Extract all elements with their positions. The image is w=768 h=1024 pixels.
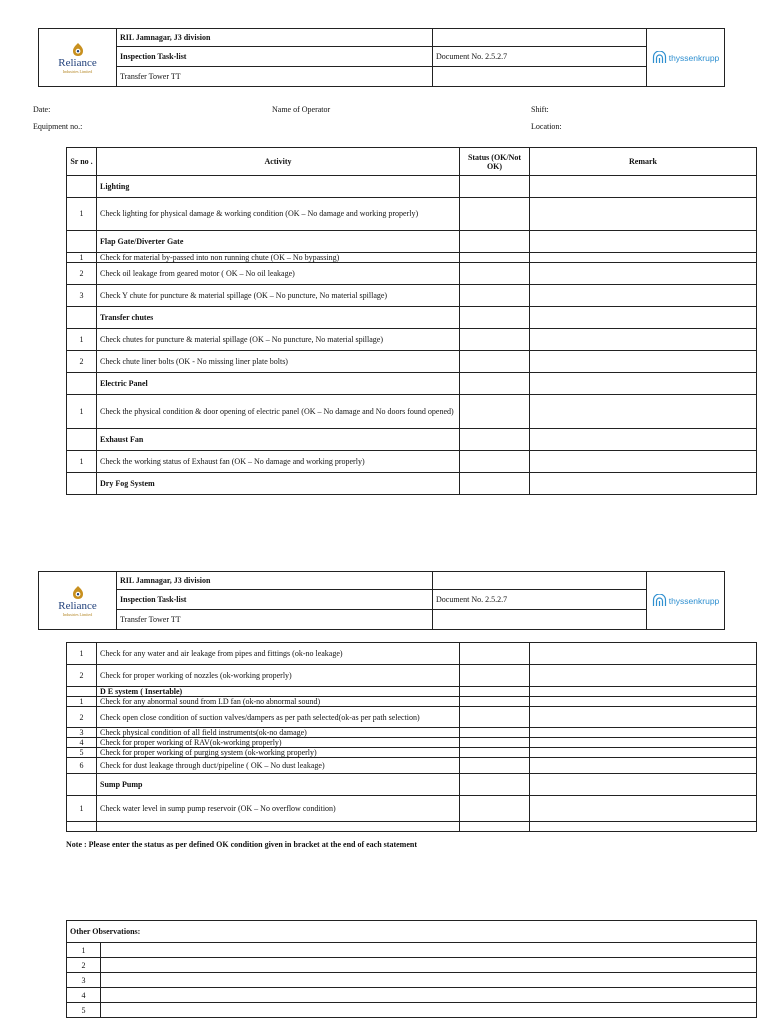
row-no [67,822,97,832]
location-field: Location: [531,122,562,131]
activity-text: Check lighting for physical damage & working condition (OK – No damage and working properly) [97,198,460,231]
row-no: 1 [67,329,97,351]
status-cell[interactable] [460,796,530,822]
observation-entry[interactable] [101,943,757,958]
status-cell[interactable] [460,451,530,473]
remark-cell[interactable] [530,373,757,395]
thyssenkrupp-arches-icon [652,594,667,608]
company-name: RIL Jamnagar, J3 division [117,29,433,47]
task-table-page1 [66,147,757,495]
row-no [67,373,97,395]
col-activity: Activity [97,148,460,176]
reliance-flame-icon [71,585,85,600]
reliance-logo: Reliance Industries Limited [39,29,117,87]
reliance-logo: Reliance Industries Limited [39,572,117,630]
task-table-page2 [66,642,757,832]
row-no: 2 [67,263,97,285]
remark-cell[interactable] [530,822,757,832]
activity-text: Check for material by-passed into non running chute (OK – No bypassing) [97,253,460,263]
section-heading: Exhaust Fan [97,429,460,451]
row-no [67,307,97,329]
remark-cell[interactable] [530,707,757,728]
row-no: 5 [67,748,97,758]
row-no [67,774,97,796]
instruction-note: Note : Please enter the status as per defined OK condition given in bracket at the end of each statement [66,840,417,849]
row-no: 1 [67,395,97,429]
row-no: 1 [67,796,97,822]
observation-number: 5 [67,1003,101,1018]
row-no: 6 [67,758,97,774]
activity-text: Check chutes for puncture & material spillage (OK – No puncture, No material spillage) [97,329,460,351]
status-cell[interactable] [460,351,530,373]
remark-cell[interactable] [530,473,757,495]
thyssenkrupp-logo: thyssenkrupp [647,29,725,87]
activity-text [97,822,460,832]
status-cell[interactable] [460,697,530,707]
section-heading: Lighting [97,176,460,198]
remark-cell[interactable] [530,748,757,758]
remark-cell[interactable] [530,774,757,796]
activity-text: Check for proper working of RAV(ok-working properly) [97,738,460,748]
thyssenkrupp-logo: thyssenkrupp [647,572,725,630]
status-cell[interactable] [460,738,530,748]
remark-cell[interactable] [530,665,757,687]
row-no [67,176,97,198]
remark-cell[interactable] [530,687,757,697]
document-number: Document No. 2.5.2.7 [433,47,647,67]
observation-number: 4 [67,988,101,1003]
company-name: RIL Jamnagar, J3 division [117,572,433,590]
shift-field: Shift: [531,105,549,114]
status-cell[interactable] [460,687,530,697]
remark-cell[interactable] [530,285,757,307]
activity-text: Check for any water and air leakage from pipes and fittings (ok-no leakage) [97,643,460,665]
remark-cell[interactable] [530,429,757,451]
remark-cell[interactable] [530,697,757,707]
activity-text: Check for dust leakage through duct/pipeline ( OK – No dust leakage) [97,758,460,774]
observations-title: Other Observations: [67,921,757,943]
col-remark: Remark [530,148,757,176]
status-cell[interactable] [460,758,530,774]
remark-cell[interactable] [530,451,757,473]
row-no: 3 [67,285,97,307]
status-cell[interactable] [460,373,530,395]
remark-cell[interactable] [530,796,757,822]
row-no: 2 [67,665,97,687]
row-no: 1 [67,697,97,707]
activity-text: Check chute liner bolts (OK - No missing liner plate bolts) [97,351,460,373]
row-no [67,231,97,253]
observations-table [66,920,757,1018]
remark-cell[interactable] [530,728,757,738]
status-cell[interactable] [460,429,530,451]
observation-entry[interactable] [101,973,757,988]
row-no: 1 [67,253,97,263]
document-number: Document No. 2.5.2.7 [433,590,647,610]
status-cell[interactable] [460,231,530,253]
status-cell[interactable] [460,665,530,687]
status-cell[interactable] [460,263,530,285]
activity-text: Check Y chute for puncture & material spillage (OK – No puncture, No material spillage) [97,285,460,307]
equipment-field: Equipment no.: [33,122,83,131]
row-no: 4 [67,738,97,748]
status-cell[interactable] [460,253,530,263]
row-no: 2 [67,707,97,728]
remark-cell[interactable] [530,643,757,665]
observation-entry[interactable] [101,958,757,973]
activity-text: Check the working status of Exhaust fan (OK – No damage and working properly) [97,451,460,473]
section-heading: Flap Gate/Diverter Gate [97,231,460,253]
task-list-title: Inspection Task-list [117,590,433,610]
status-cell[interactable] [460,643,530,665]
remark-cell[interactable] [530,329,757,351]
activity-text: Check water level in sump pump reservoir (OK – No overflow condition) [97,796,460,822]
activity-text: Check open close condition of suction valves/dampers as per path selected(ok-as per path selection) [97,707,460,728]
row-no [67,687,97,697]
observation-number: 2 [67,958,101,973]
col-srno: Sr no . [67,148,97,176]
activity-text: Check for proper working of purging system (ok-working properly) [97,748,460,758]
thyssenkrupp-arches-icon [652,51,667,65]
remark-cell[interactable] [530,198,757,231]
remark-cell[interactable] [530,758,757,774]
status-cell[interactable] [460,707,530,728]
remark-cell[interactable] [530,263,757,285]
activity-text: Check oil leakage from geared motor ( OK – No oil leakage) [97,263,460,285]
status-cell[interactable] [460,822,530,832]
col-status: Status (OK/Not OK) [460,148,530,176]
status-cell[interactable] [460,473,530,495]
section-heading: Transfer chutes [97,307,460,329]
section-heading: Electric Panel [97,373,460,395]
status-cell[interactable] [460,748,530,758]
row-no [67,429,97,451]
row-no: 1 [67,198,97,231]
section-heading: D E system ( Insertable) [97,687,460,697]
row-no: 3 [67,728,97,738]
remark-cell[interactable] [530,253,757,263]
observation-number: 1 [67,943,101,958]
activity-text: Check for proper working of nozzles (ok-working properly) [97,665,460,687]
operator-field: Name of Operator [272,105,331,114]
date-field: Date: [33,105,51,114]
status-cell[interactable] [460,307,530,329]
activity-text: Check the physical condition & door opening of electric panel (OK – No damage and No doors found opened) [97,395,460,429]
row-no: 1 [67,643,97,665]
row-no: 1 [67,451,97,473]
remark-cell[interactable] [530,351,757,373]
row-no [67,473,97,495]
plant-location: Transfer Tower TT [117,67,433,87]
status-cell[interactable] [460,176,530,198]
section-heading: Dry Fog System [97,473,460,495]
status-cell[interactable] [460,395,530,429]
status-cell[interactable] [460,329,530,351]
observation-entry[interactable] [101,1003,757,1018]
remark-cell[interactable] [530,176,757,198]
status-cell[interactable] [460,728,530,738]
observation-entry[interactable] [101,988,757,1003]
task-list-title: Inspection Task-list [117,47,433,67]
status-cell[interactable] [460,285,530,307]
plant-location: Transfer Tower TT [117,610,433,630]
remark-cell[interactable] [530,231,757,253]
activity-text: Check physical condition of all field instruments(ok-no damage) [97,728,460,738]
status-cell[interactable] [460,198,530,231]
section-heading: Sump Pump [97,774,460,796]
reliance-flame-icon [71,42,85,57]
row-no: 2 [67,351,97,373]
remark-cell[interactable] [530,395,757,429]
remark-cell[interactable] [530,307,757,329]
activity-text: Check for any abnormal sound from I.D fan (ok-no abnormal sound) [97,697,460,707]
remark-cell[interactable] [530,738,757,748]
observation-number: 3 [67,973,101,988]
document-header-page2 [38,571,725,630]
document-header [38,28,725,87]
status-cell[interactable] [460,774,530,796]
